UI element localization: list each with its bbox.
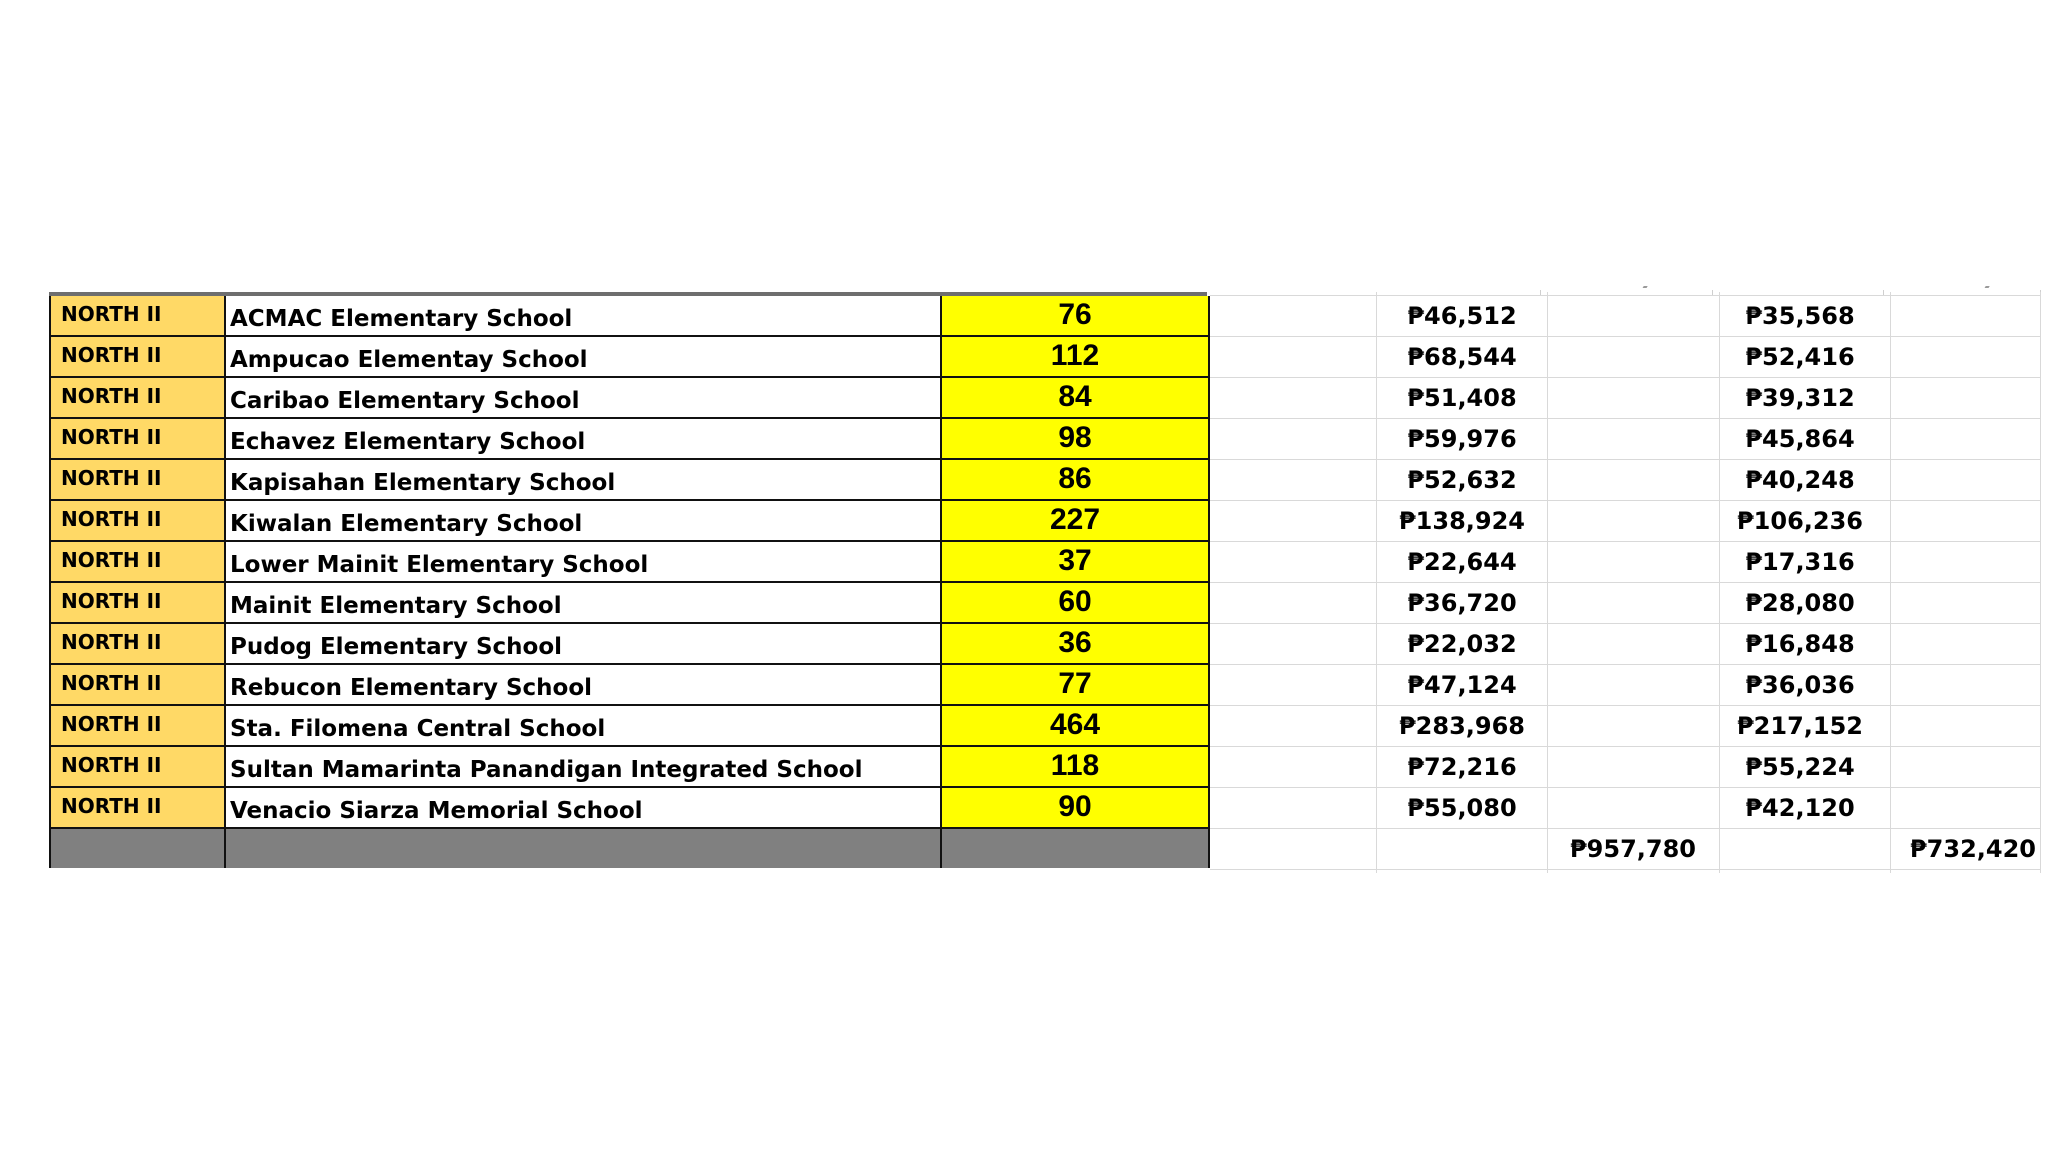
gridline-column [1890,292,1891,873]
region-cell[interactable]: NORTH II [49,706,226,747]
gridline-row [1210,295,2040,296]
gridline-row [1210,746,2040,747]
school-name-cell[interactable]: Caribao Elementary School [226,378,942,419]
region-cell[interactable]: NORTH II [49,624,226,665]
learner-count-cell[interactable]: 112 [942,337,1210,378]
amount-b-cell[interactable]: ₱106,236 [1736,507,1863,535]
region-cell[interactable]: NORTH II [49,665,226,706]
school-name-cell[interactable]: Sultan Mamarinta Panandigan Integrated School [226,747,942,788]
school-name-cell[interactable]: Venacio Siarza Memorial School [226,788,942,829]
school-name-cell[interactable]: Mainit Elementary School [226,583,942,624]
school-name-cell[interactable]: Pudog Elementary School [226,624,942,665]
amount-b-cell[interactable]: ₱17,316 [1745,548,1855,576]
learner-count-cell[interactable]: 464 [942,706,1210,747]
amount-a-cell[interactable]: ₱51,408 [1407,384,1517,412]
amount-a-cell[interactable]: ₱36,720 [1407,589,1517,617]
total-amount-a-cell[interactable]: ₱957,780 [1569,835,1696,863]
gridline-row [1210,582,2040,583]
region-cell[interactable]: NORTH II [49,337,226,378]
amount-a-cell[interactable]: ₱52,632 [1407,466,1517,494]
region-cell[interactable]: NORTH II [49,542,226,583]
total-row-school-cell[interactable] [226,829,942,868]
school-name-cell[interactable]: Ampucao Elementay School [226,337,942,378]
learner-count-cell[interactable]: 98 [942,419,1210,460]
total-row-count-cell[interactable] [942,829,1210,868]
amount-b-cell[interactable]: ₱28,080 [1745,589,1855,617]
amount-a-cell[interactable]: ₱68,544 [1407,343,1517,371]
cut-off-cell-mark [1985,283,1992,288]
amount-a-cell[interactable]: ₱138,924 [1398,507,1525,535]
region-cell[interactable]: NORTH II [49,296,226,337]
learner-count-cell[interactable]: 37 [942,542,1210,583]
amount-a-cell[interactable]: ₱47,124 [1407,671,1517,699]
amount-a-cell[interactable]: ₱46,512 [1407,302,1517,330]
school-name-cell[interactable]: Kapisahan Elementary School [226,460,942,501]
region-cell[interactable]: NORTH II [49,583,226,624]
gridline-row [1210,336,2040,337]
region-cell[interactable]: NORTH II [49,419,226,460]
amount-a-cell[interactable]: ₱22,032 [1407,630,1517,658]
cut-off-cell-mark [1643,283,1650,288]
learner-count-cell[interactable]: 84 [942,378,1210,419]
learner-count-cell[interactable]: 76 [942,296,1210,337]
amount-b-cell[interactable]: ₱217,152 [1736,712,1863,740]
amount-b-cell[interactable]: ₱36,036 [1745,671,1855,699]
amount-b-cell[interactable]: ₱40,248 [1745,466,1855,494]
school-name-cell[interactable]: Kiwalan Elementary School [226,501,942,542]
amount-b-cell[interactable]: ₱52,416 [1745,343,1855,371]
school-name-cell[interactable]: Lower Mainit Elementary School [226,542,942,583]
amount-b-cell[interactable]: ₱39,312 [1745,384,1855,412]
amount-a-cell[interactable]: ₱72,216 [1407,753,1517,781]
amount-b-cell[interactable]: ₱35,568 [1745,302,1855,330]
amount-b-cell[interactable]: ₱55,224 [1745,753,1855,781]
learner-count-cell[interactable]: 90 [942,788,1210,829]
gridline-row [1210,869,2040,870]
region-cell[interactable]: NORTH II [49,378,226,419]
amount-a-cell[interactable]: ₱55,080 [1407,794,1517,822]
gridline-row [1210,377,2040,378]
learner-count-cell[interactable]: 36 [942,624,1210,665]
amount-b-cell[interactable]: ₱16,848 [1745,630,1855,658]
gridline-row [1210,418,2040,419]
gridline-column [1547,292,1548,873]
region-cell[interactable]: NORTH II [49,501,226,542]
gridline-row [1210,541,2040,542]
region-cell[interactable]: NORTH II [49,460,226,501]
learner-count-cell[interactable]: 227 [942,501,1210,542]
amount-b-cell[interactable]: ₱42,120 [1745,794,1855,822]
region-cell[interactable]: NORTH II [49,788,226,829]
learner-count-cell[interactable]: 60 [942,583,1210,624]
learner-count-cell[interactable]: 77 [942,665,1210,706]
total-amount-b-cell[interactable]: ₱732,420 [1909,835,2036,863]
gridline-row [1210,787,2040,788]
amount-a-cell[interactable]: ₱22,644 [1407,548,1517,576]
gridline-row [1210,664,2040,665]
school-name-cell[interactable]: Rebucon Elementary School [226,665,942,706]
total-row-region-cell[interactable] [49,829,226,868]
school-name-cell[interactable]: Sta. Filomena Central School [226,706,942,747]
gridline-column [2040,292,2041,873]
gridline-row [1210,459,2040,460]
school-name-cell[interactable]: Echavez Elementary School [226,419,942,460]
gridline-row [1210,500,2040,501]
amount-a-cell[interactable]: ₱59,976 [1407,425,1517,453]
school-name-cell[interactable]: ACMAC Elementary School [226,296,942,337]
learner-count-cell[interactable]: 86 [942,460,1210,501]
amount-a-cell[interactable]: ₱283,968 [1398,712,1525,740]
amount-b-cell[interactable]: ₱45,864 [1745,425,1855,453]
region-cell[interactable]: NORTH II [49,747,226,788]
learner-count-cell[interactable]: 118 [942,747,1210,788]
gridline-row [1210,623,2040,624]
gridline-row [1210,705,2040,706]
